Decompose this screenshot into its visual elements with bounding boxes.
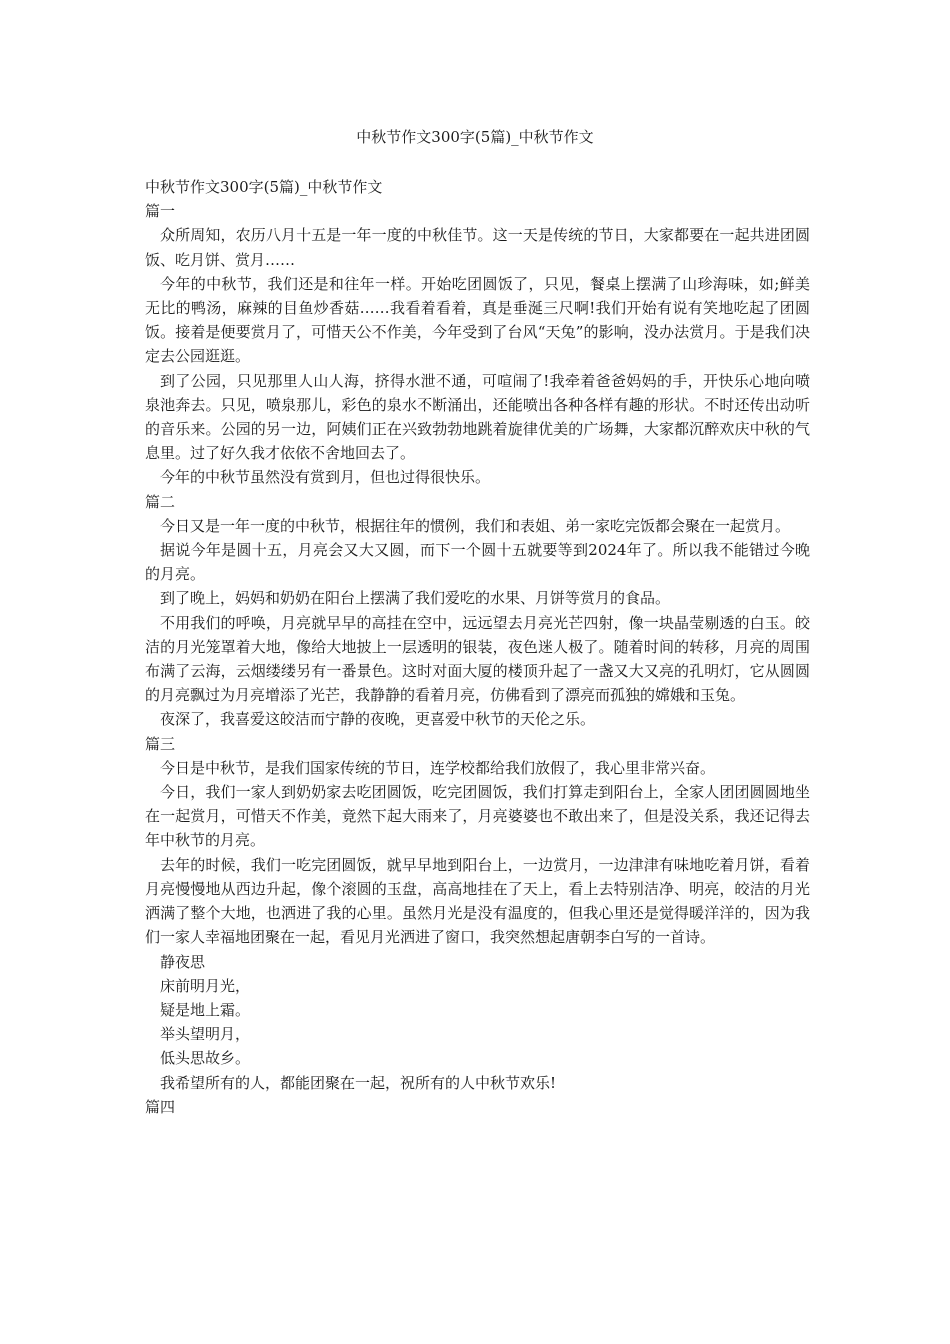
paragraph: 我希望所有的人，都能团聚在一起，祝所有的人中秋节欢乐! [160, 1073, 557, 1092]
document-subtitle: 中秋节作文300字(5篇)_中秋节作文 [145, 178, 383, 196]
poem-line: 举头望明月， [160, 1025, 251, 1044]
section-heading-2: 篇二 [145, 492, 176, 511]
paragraph: 今年的中秋节虽然没有赏到月，但也过得很快乐。 [160, 468, 491, 487]
section-heading-3: 篇三 [145, 734, 176, 753]
poem-title: 静夜思 [160, 952, 206, 971]
paragraph: 去年的时候，我们一吃完团圆饭，就早早地到阳台上，一边赏月，一边津津有味地吃着月饼，看着月亮慢慢地从西边升起，像个滚圆的玉盘，高高地挂在了天上，看上去特别洁净、明亮，皎洁的月光洒满了整个大地，也洒进了我的心里。虽然月光是没有温度的，但我心里还是觉得暖洋洋的，因为我们一家人幸福地团聚在一起，看见月光洒进了窗口，我突然想起唐朝李白写的一首诗。 [145, 855, 810, 947]
paragraph: 夜深了，我喜爱这皎洁而宁静的夜晚，更喜爱中秋节的天伦之乐。 [160, 710, 596, 729]
paragraph: 今日，我们一家人到奶奶家去吃团圆饭，吃完团圆饭，我们打算走到阳台上，全家人团团圆圆地坐在一起赏月，可惜天不作美，竟然下起大雨来了，月亮婆婆也不敢出来了，但是没关系，我还记得去年中秋节的月亮。 [145, 783, 810, 850]
page-title: 中秋节作文300字(5篇)_中秋节作文 [356, 128, 594, 146]
paragraph: 今日是中秋节，是我们国家传统的节日，连学校都给我们放假了，我心里非常兴奋。 [160, 758, 716, 777]
document-body [145, 175, 810, 1119]
paragraph: 众所周知，农历八月十五是一年一度的中秋佳节。这一天是传统的节日，大家都要在一起共进团圆饭、吃月饼、赏月…… [145, 226, 810, 269]
paragraph: 今日又是一年一度的中秋节，根据往年的惯例，我们和表姐、弟一家吃完饭都会聚在一起赏月。 [160, 516, 791, 535]
section-heading-4: 篇四 [145, 1097, 176, 1116]
paragraph: 不用我们的呼唤，月亮就早早的高挂在空中，远远望去月亮光芒四射，像一块晶莹剔透的白玉。皎洁的月光笼罩着大地，像给大地披上一层透明的银装，夜色迷人极了。随着时间的转移，月亮的周围布满了云海，云烟缕缕另有一番景色。这时对面大厦的楼顶升起了一盏又大又亮的孔明灯，它从圆圆的月亮飘过为月亮增添了光芒，我静静的看着月亮，仿佛看到了漂亮而孤独的嫦娥和玉兔。 [145, 613, 810, 705]
poem-line: 床前明月光， [160, 976, 251, 995]
paragraph: 据说今年是圆十五，月亮会又大又圆，而下一个圆十五就要等到2024年了。所以我不能错过今晚的月亮。 [145, 541, 810, 584]
section-heading-1: 篇一 [145, 202, 176, 221]
poem-line: 疑是地上霜。 [160, 1000, 251, 1019]
paragraph: 到了公园，只见那里人山人海，挤得水泄不通，可喧闹了!我牵着爸爸妈妈的手，开快乐心地向喷泉池奔去。只见，喷泉那儿，彩色的泉水不断涌出，还能喷出各种各样有趣的形状。不时还传出动听的音乐来。公园的另一边，阿姨们正在兴致勃勃地跳着旋律优美的广场舞，大家都沉醉欢庆中秋的气息里。过了好久我才依依不舍地回去了。 [145, 371, 810, 463]
paragraph: 到了晚上，妈妈和奶奶在阳台上摆满了我们爱吃的水果、月饼等赏月的食品。 [160, 589, 671, 608]
poem-line: 低头思故乡。 [160, 1049, 251, 1068]
paragraph: 今年的中秋节，我们还是和往年一样。开始吃团圆饭了，只见，餐桌上摆满了山珍海味，如;鲜美无比的鸭汤，麻辣的目鱼炒香菇……我看着看着，真是垂涎三尺啊!我们开始有说有笑地吃起了团圆饭。接着是便要赏月了，可惜天公不作美，今年受到了台风“天兔”的影响，没办法赏月。于是我们决定去公园逛逛。 [145, 274, 810, 366]
